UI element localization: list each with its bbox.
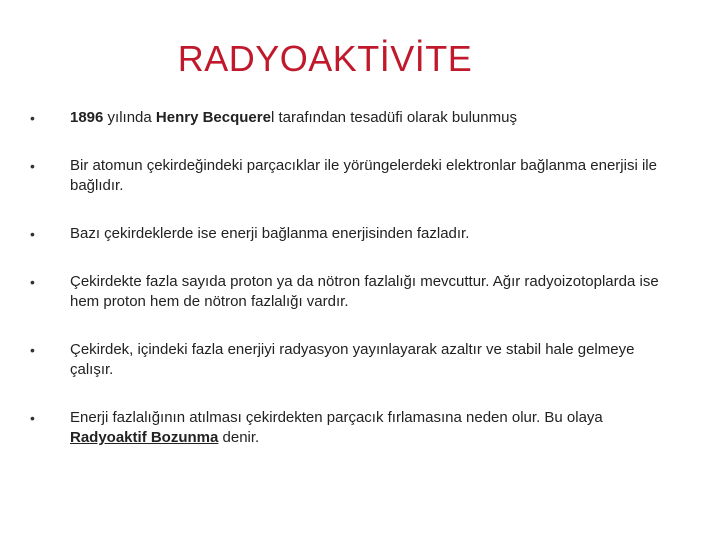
bullet-text: Çekirdek, içindeki fazla enerjiyi radyasyon yayınlayarak azaltır ve stabil hale gelmeye çalışır.: [70, 341, 635, 378]
bullet-item: [30, 340, 660, 380]
bullet-list: [30, 108, 660, 448]
bullet-item: [30, 224, 660, 244]
bullet-glyph: •: [30, 410, 35, 426]
bullet-glyph: •: [30, 226, 35, 242]
bullet-name: Henry Becquere: [155, 109, 271, 126]
bullet-item: [30, 156, 660, 196]
bullet-text-part: yılında: [103, 109, 156, 126]
bullet-glyph: •: [30, 110, 35, 126]
bullet-text: Bazı çekirdeklerde ise enerji bağlanma enerjisinden fazladır.: [70, 225, 470, 242]
bullet-text-part: denir.: [218, 429, 260, 446]
bullet-term: Radyoaktif Bozunma: [70, 429, 219, 446]
bullet-glyph: •: [30, 342, 35, 358]
slide-title: RADYOAKTİVİTE: [177, 38, 473, 79]
bullet-glyph: •: [30, 158, 35, 174]
bullet-text: Çekirdekte fazla sayıda proton ya da nötron fazlalığı mevcuttur. Ağır radyoizotoplarda ise hem proton hem de nötron fazlalığı vardır.: [70, 273, 659, 310]
bullet-text-part: Enerji fazlalığının atılması çekirdekten parçacık fırlamasına neden olur. Bu olaya: [70, 409, 603, 426]
bullet-text-part: l tarafından tesadüfi olarak bulunmuş: [270, 109, 517, 126]
bullet-item: [30, 108, 660, 128]
bullet-year: 1896: [70, 109, 104, 126]
bullet-text: [70, 409, 603, 446]
bullet-text: [70, 109, 517, 126]
bullet-item: [30, 408, 660, 448]
bullet-item: [30, 272, 660, 312]
bullet-text: Bir atomun çekirdeğindeki parçacıklar ile yörüngelerdeki elektronlar bağlanma enerjisi ile bağlıdır.: [70, 157, 657, 194]
bullet-glyph: •: [30, 274, 35, 290]
